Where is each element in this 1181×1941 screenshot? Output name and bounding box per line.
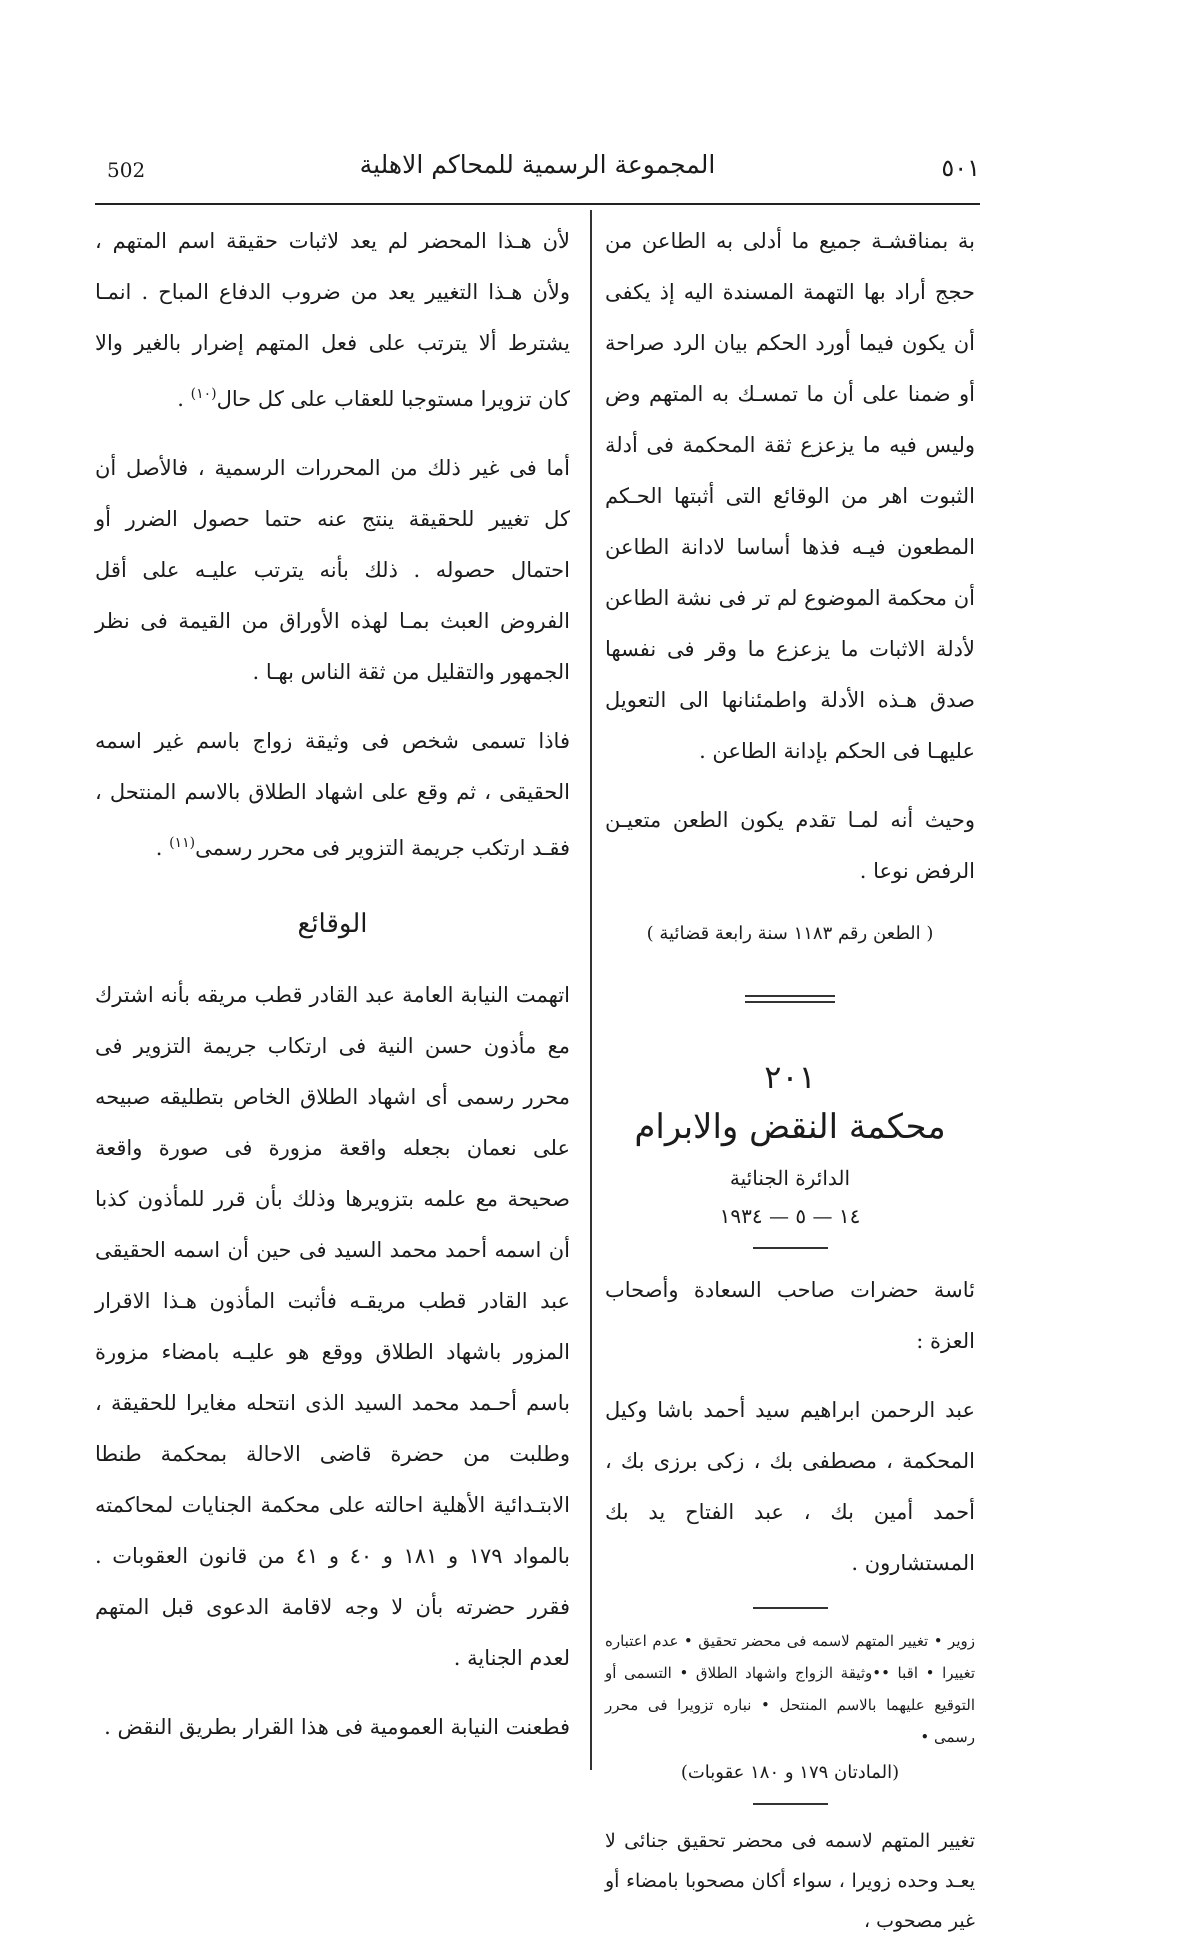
paragraph-name-change <box>95 216 570 425</box>
appeal-citation: ( الطعن رقم ١١٨٣ سنة رابعة قضائية ) <box>646 923 934 944</box>
legal-articles: (المادتان ١٧٩ و ١٨٠ عقوبات) <box>680 1762 900 1783</box>
case-summary: زوير • تغيير المتهم لاسمه فى محضر تحقيق • عدم اعتباره تغييرا • اقبا ••وثيقة الزواج واشهاد الطلاق • التسمى أو التوقيع عليهما بالاسم المنتحل • نباره تزويرا فى محرر رسمى • <box>605 1632 975 1746</box>
footnote-ref: (١١) <box>169 835 196 851</box>
judgment-date: ١٤ — ٥ — ١٩٣٤ <box>719 1204 861 1228</box>
paragraph-appeal: فطعنت النيابة العمومية فى هذا القرار بطريق النقض . <box>104 1715 570 1739</box>
running-title: المجموعة الرسمية للمحاكم الاهلية <box>359 150 716 179</box>
paragraph-text: فاذا تسمى شخص فى وثيقة زواج باسم غير اسمه الحقيقى ، ثم وقع على اشهاد الطلاق بالاسم المنتحل ، فقـد ارتكب جريمة التزوير فى محرر رسمى <box>95 729 570 860</box>
case-number: ٢٠١ <box>764 1058 816 1096</box>
divider <box>753 1607 828 1609</box>
divider <box>753 1803 828 1805</box>
page-number-right: ٥٠١ <box>941 154 980 182</box>
court-circuit: الدائرة الجنائية <box>729 1166 851 1190</box>
page-header <box>95 150 980 196</box>
judges-intro: ئاسة حضرات صاحب السعادة وأصحاب العزة : <box>605 1278 975 1353</box>
divider <box>753 1247 828 1249</box>
column-divider <box>590 210 592 1770</box>
paragraph-conclusion: وحيث أنه لمـا تقدم يكون الطعن متعيـن الرفض نوعا . <box>605 808 975 883</box>
legal-principle: تغيير المتهم لاسمه فى محضر تحقيق جنائى لا يعـد وحده زويرا ، سواء أكان مصحوبا بامضاء أو غير مصحوب ، <box>605 1830 975 1932</box>
paragraph-end: . <box>155 836 170 860</box>
facts-heading: الوقائع <box>297 909 368 939</box>
paragraph-marriage-document <box>95 716 570 874</box>
paragraph-text: لأن هـذا المحضر لم يعد لاثبات حقيقة اسم المتهم ، ولأن هـذا التغيير يعد من ضروب الدفاع المباح . انمـا يشترط ألا يترتب على فعل المتهم إضرار بالغير والا كان تزويرا مستوجبا للعقاب على كل حال <box>95 229 570 411</box>
section-divider <box>745 995 835 1003</box>
header-rule <box>95 203 980 205</box>
page-number-left: 502 <box>107 158 146 182</box>
paragraph-facts: اتهمت النيابة العامة عبد القادر قطب مريقه بأنه اشترك مع مأذون حسن النية فى ارتكاب جريمة التزوير فى محرر رسمى أى اشهاد الطلاق الخاص بتطليقه صبيحه على نعمان بجعله واقعة مزورة فى صورة واقعة صحيحة مع علمه بتزويرها وذلك بأن قرر للمأذون كذبا أن اسمه أحمد محمد السيد فى حين أن اسمه الحقيقى عبد القادر قطب مريقـه فأثبت المأذون هـذا الاقرار المزور باشهاد الطلاق ووقع هو عليـه بامضاء مزورة باسم أحـمد محمد السيد الذى انتحله مغايرا للحقيقة ، وطلبت من حضرة قاضى الاحالة بمحكمة طنطا الابتـدائية الأهلية احالته على محكمة الجنايات لمحاكمته بالمواد ١٧٩ و ١٨١ و ٤٠ و ٤١ من قانون العقوبات . فقرر حضرته بأن لا وجه لاقامة الدعوى قبل المتهم لعدم الجناية . <box>95 983 570 1670</box>
judges-list: عبد الرحمن ابراهيم سيد أحمد باشا وكيل المحكمة ، مصطفى بك ، زكى برزى بك ، أحمد أمين بك ، عبد الفتاح يد بك المستشارون . <box>605 1398 975 1575</box>
footnote-ref: (١٠) <box>190 386 217 402</box>
paragraph-official-documents: أما فى غير ذلك من المحررات الرسمية ، فالأصل أن كل تغيير للحقيقة ينتج عنه حتما حصول الضرر أو احتمال حصوله . ذلك بأنه يترتب عليـه على أقل الفروض العبث بمـا لهذه الأوراق من القيمة فى نظر الجمهور والتقليل من ثقة الناس بهـا . <box>95 456 570 684</box>
paragraph-end: . <box>177 387 191 411</box>
left-column <box>95 216 570 1771</box>
court-name: محكمة النقض والابرام <box>634 1107 946 1147</box>
paragraph-judgment-reasoning: بة بمناقشـة جميع ما أدلى به الطاعن من حجج أراد بها التهمة المسندة اليه إذ يكفى أن يكون فيما أورد الحكم بيان الرد صراحة أو ضمنا على أن ما تمسـك به المتهم وض وليس فيه ما يزعزع ثقة المحكمة فى أدلة الثبوت اهر من الوقائع التى أثبتها الحـكم المطعون فيـه فذها أساسا لادانة الطاعن أن محكمة الموضوع لم تر فى نشة الطاعن لأدلة الاثبات ما يزعزع ما وقر فى نفسها صدق هـذه الأدلة واطمئنانها الى التعويل عليهـا فى الحكم بإدانة الطاعن . <box>605 229 975 763</box>
right-column <box>605 216 975 1941</box>
